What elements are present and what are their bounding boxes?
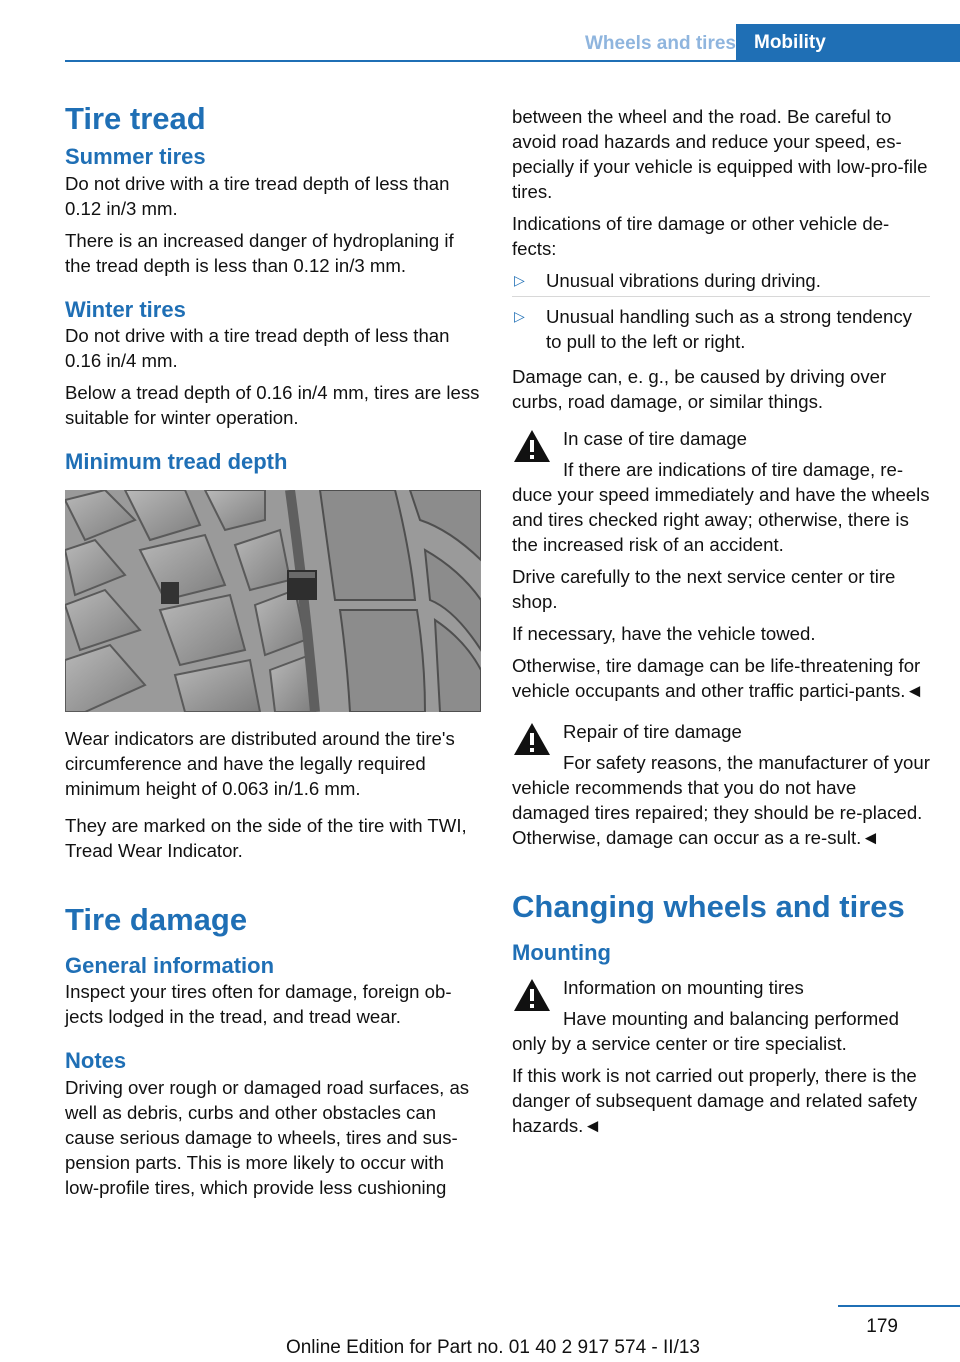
notes-text: Driving over rough or damaged road surfaces, as well as debris, curbs and other obstacles can cause serious damage to wheels, tires and sus-pension parts. This is more likely to occur with low-profile tires, which provide less cushioning — [65, 1076, 470, 1198]
winter-tires-text-2: Below a tread depth of 0.16 in/4 mm, tires are less suitable for winter operation. — [65, 382, 480, 429]
mounting-heading: Mounting — [512, 940, 611, 966]
page-header — [0, 0, 960, 70]
warning-body: For safety reasons, the manufacturer of your vehicle recommends that you do not have damaged tires repaired; they should be re-placed. Otherwise, damage can occur as a re-sult.◄ — [512, 752, 930, 848]
drive-carefully-text: Drive carefully to the next service center or tire shop. — [512, 566, 896, 612]
triangle-right-icon: ▷ — [514, 308, 525, 324]
warning-repair — [512, 719, 930, 850]
warning-triangle-icon — [512, 426, 552, 466]
summer-tires-text-2: There is an increased danger of hydroplaning if the tread depth is less than 0.12 in/3 mm. — [65, 229, 454, 276]
list-item: ▷ Unusual handling such as a strong tendency to pull to the left or right. — [514, 306, 912, 352]
warning-body: Have mounting and balancing performed only by a service center or tire specialist. — [512, 1007, 899, 1054]
general-information-heading: General information — [65, 952, 275, 978]
edition-footer: Online Edition for Part no. 01 40 2 917 574 - II/13 — [285, 1337, 700, 1358]
list-item: ▷ Unusual vibrations during driving. — [512, 268, 930, 297]
left-column — [65, 100, 483, 1207]
damage-cause-text: Damage can, e. g., be caused by driving over curbs, road damage, or similar things. — [512, 366, 887, 412]
minimum-tread-depth-heading: Minimum tread depth — [65, 449, 288, 475]
header-chapter-tab: Mobility — [736, 24, 960, 62]
indications-text: Indications of tire damage or other vehicle de-fects: — [512, 213, 890, 259]
winter-tires-text-1: Do not drive with a tire tread depth of less than 0.16 in/4 mm. — [65, 325, 450, 372]
warning-triangle-icon — [512, 719, 552, 759]
road-hazards-text: between the wheel and the road. Be careful to avoid road hazards and reduce your speed, es-pecially if your vehicle is equipped with low-pro-file tires. — [512, 106, 928, 202]
warning-title: Information on mounting tires — [563, 976, 804, 998]
notes-heading: Notes — [65, 1048, 127, 1074]
improper-work-text: If this work is not carried out properly, there is the danger of subsequent damage and related safety hazards.◄ — [512, 1064, 918, 1136]
warning-tire-damage — [512, 426, 930, 557]
indications-list — [512, 268, 930, 357]
warning-mounting — [512, 975, 930, 1056]
warning-title: Repair of tire damage — [563, 721, 742, 742]
tire-tread-wear-indicator-image — [65, 490, 481, 712]
changing-wheels-heading: Changing wheels and tires — [512, 889, 905, 924]
right-column — [512, 100, 930, 1145]
summer-tires-text-1: Do not drive with a tire tread depth of less than 0.12 in/3 mm. — [65, 172, 450, 219]
tire-damage-heading: Tire damage — [65, 901, 248, 937]
header-rule — [65, 60, 960, 62]
footer-rule — [838, 1305, 960, 1307]
warning-body: If there are indications of tire damage, re-duce your speed immediately and have the wheels and tires checked right away; otherwise, there is the increased risk of an accident. — [512, 459, 930, 555]
triangle-right-icon: ▷ — [514, 272, 525, 288]
warning-title: In case of tire damage — [563, 428, 747, 449]
summer-tires-heading: Summer tires — [65, 144, 206, 170]
life-threatening-text: Otherwise, tire damage can be life-threatening for vehicle occupants and other traffic partici-pants.◄ — [512, 655, 924, 701]
warning-triangle-icon — [512, 975, 552, 1015]
header-section-label: Wheels and tires — [585, 33, 736, 54]
twi-text: They are marked on the side of the tire with TWI, Tread Wear Indicator. — [65, 814, 467, 861]
general-information-text: Inspect your tires often for damage, foreign ob-jects lodged in the tread, and tread wear. — [65, 981, 452, 1028]
tire-tread-heading: Tire tread — [65, 101, 206, 136]
towed-text: If necessary, have the vehicle towed. — [512, 623, 816, 644]
wear-indicators-text: Wear indicators are distributed around the tire's circumference and have the legally required minimum height of 0.063 in/1.6 mm. — [65, 727, 455, 799]
winter-tires-heading: Winter tires — [65, 296, 186, 322]
page-number: 179 — [866, 1316, 898, 1337]
